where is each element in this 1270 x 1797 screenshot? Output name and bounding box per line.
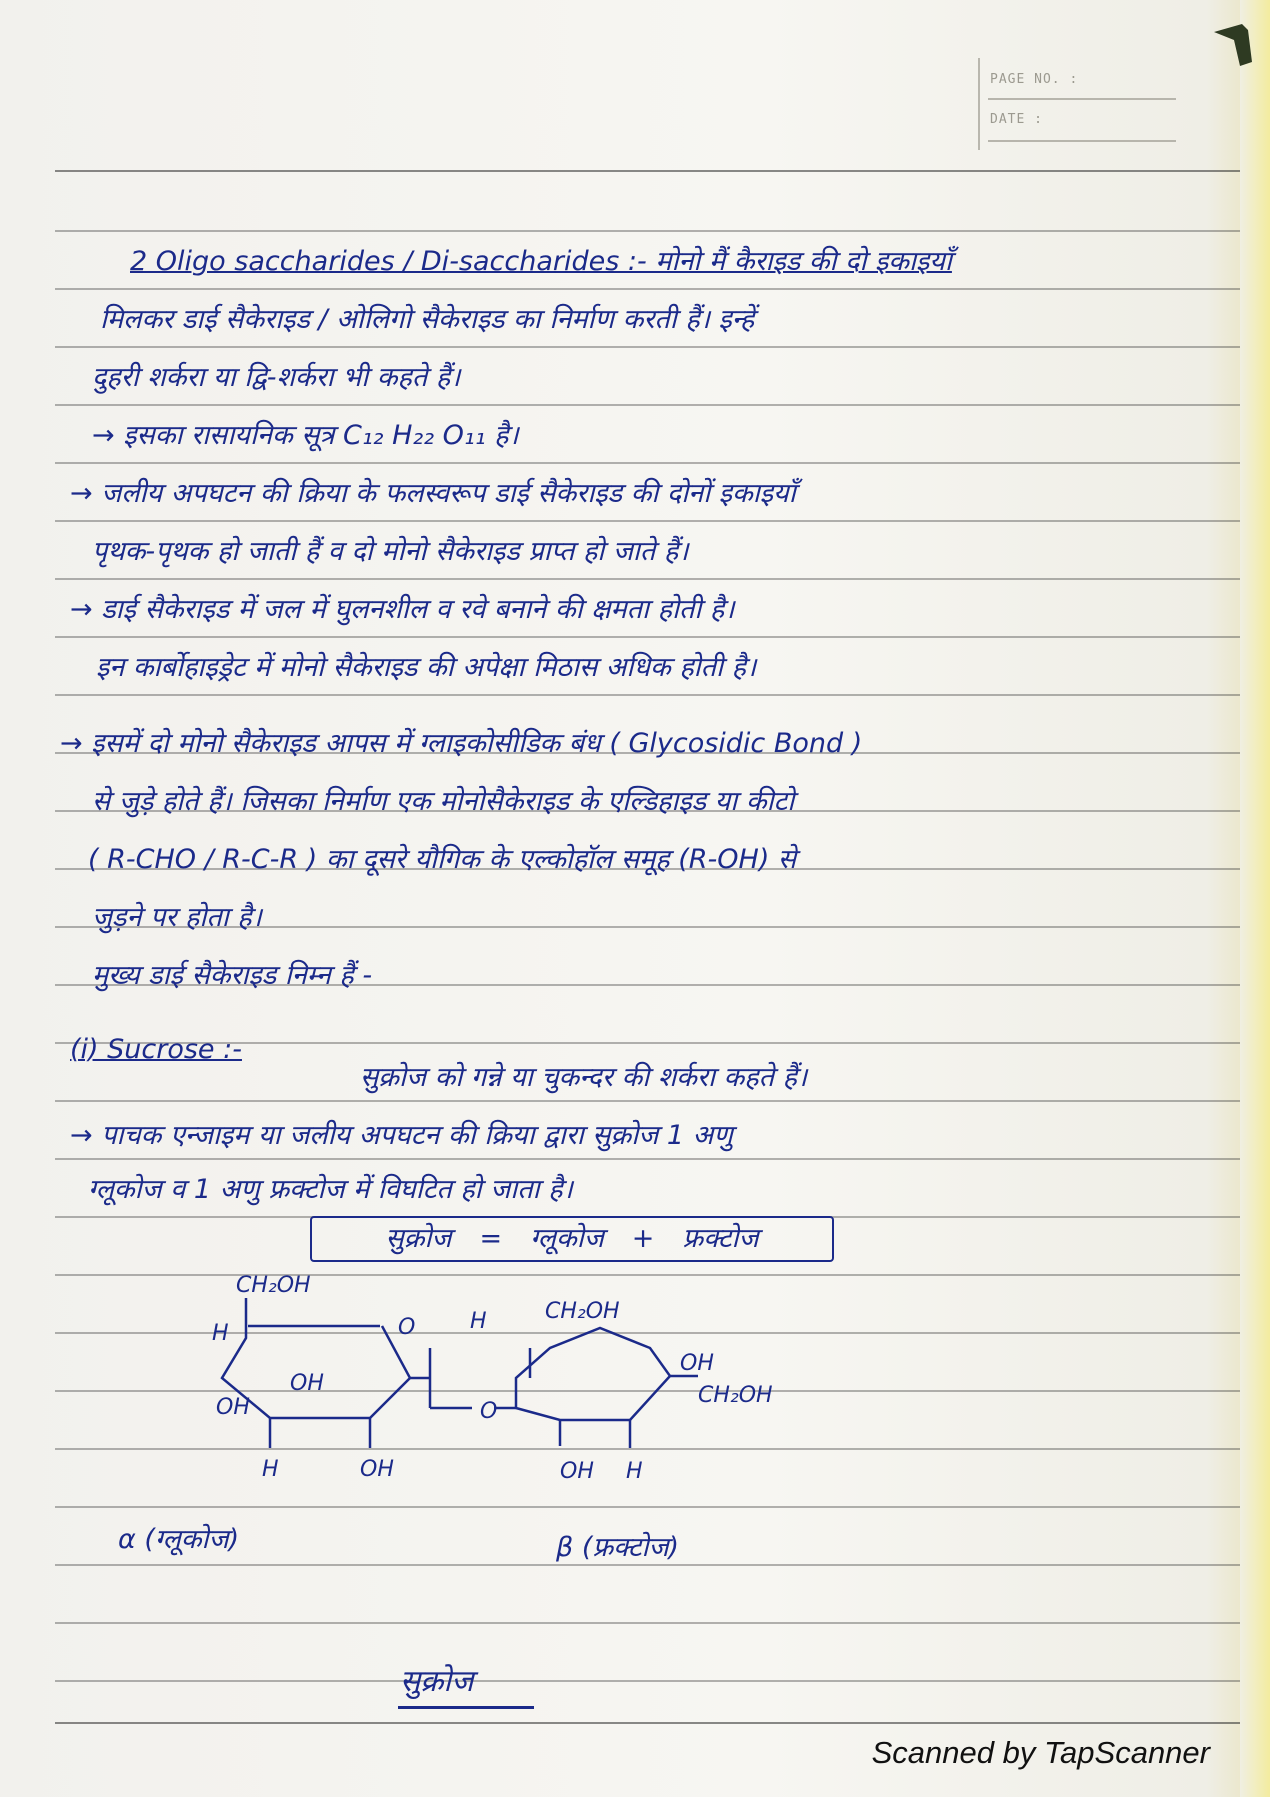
text-line: ( R-CHO / R-C-R ) का दूसरे यौगिक के एल्कोहॉल समूह (R-OH) से — [88, 844, 797, 875]
subheading: मुख्य डाई सैकेराइड निम्न हैं - — [92, 960, 373, 991]
date-label: DATE : — [990, 112, 1043, 127]
equation-equals: = — [479, 1223, 503, 1254]
text-line: ग्लूकोज व 1 अणु फ्रक्टोज में विघटित हो जाता है। — [88, 1174, 573, 1205]
diagram-label: H — [262, 1457, 279, 1482]
equation-box — [310, 1216, 834, 1262]
binder-clip-icon — [1212, 22, 1254, 68]
equation-rhs2: फ्रक्टोज — [682, 1223, 759, 1254]
text-line: जुड़ने पर होता है। — [92, 902, 262, 933]
caption-underline — [398, 1706, 534, 1709]
text-line: दुहरी शर्करा या द्वि-शर्करा भी कहते हैं। — [92, 362, 461, 393]
text-line: सुक्रोज को गन्ने या चुकन्दर की शर्करा कहते हैं। — [360, 1062, 808, 1093]
diagram-label: CH₂OH — [545, 1299, 620, 1324]
diagram-label: CH₂OH — [236, 1273, 311, 1298]
beta-fructose-label: β (फ्रक्टोज) — [556, 1532, 680, 1563]
diagram-label: OH — [360, 1457, 394, 1482]
diagram-label: H — [470, 1309, 487, 1334]
page-number-box — [978, 58, 1176, 150]
section-heading: 2 Oligo saccharides / Di-saccharides :- मोनो मैं कैराइड की दो इकाइयाँ — [130, 246, 952, 277]
diagram-label: OH — [216, 1395, 250, 1420]
diagram-label: OH — [680, 1351, 714, 1376]
diagram-label: OH — [560, 1459, 594, 1484]
diagram-label: OH — [290, 1371, 324, 1396]
diagram-caption: सुक्रोज — [400, 1664, 474, 1699]
text-line: → इसका रासायनिक सूत्र C₁₂ H₂₂ O₁₁ है। — [92, 420, 519, 451]
diagram-label: O — [480, 1399, 498, 1424]
equation-plus: + — [631, 1223, 655, 1254]
text-line: → डाई सैकेराइड में जल में घुलनशील व रवे बनाने की क्षमता होती है। — [70, 594, 735, 625]
page-no-label: PAGE NO. : — [990, 72, 1079, 87]
diagram-label: CH₂OH — [698, 1383, 773, 1408]
sucrose-heading: (i) Sucrose :- — [70, 1034, 242, 1065]
equation-lhs: सुक्रोज — [385, 1223, 452, 1254]
diagram-label: H — [626, 1459, 643, 1484]
text-line: से जुड़े होते हैं। जिसका निर्माण एक मोनोसैकेराइड के एल्डिहाइड या कीटो — [92, 786, 795, 817]
page-edge — [1240, 0, 1270, 1797]
scanner-watermark: Scanned by TapScanner — [871, 1735, 1210, 1770]
text-line: → पाचक एन्जाइम या जलीय अपघटन की क्रिया द्वारा सुक्रोज 1 अणु — [70, 1120, 733, 1151]
text-line: पृथक-पृथक हो जाती हैं व दो मोनो सैकेराइड प्राप्त हो जाते हैं। — [92, 536, 689, 567]
text-line: → इसमें दो मोनो सैकेराइड आपस में ग्लाइकोसीडिक बंध ( Glycosidic Bond ) — [60, 728, 863, 759]
diagram-label: H — [212, 1321, 229, 1346]
equation-rhs1: ग्लूकोज — [530, 1223, 604, 1254]
text-line: मिलकर डाई सैकेराइड / ओलिगो सैकेराइड का निर्माण करती हैं। इन्हें — [100, 304, 755, 335]
diagram-label: O — [398, 1315, 416, 1340]
alpha-glucose-label: α (ग्लूकोज) — [118, 1524, 240, 1555]
text-line: इन कार्बोहाइड्रेट में मोनो सैकेराइड की अपेक्षा मिठास अधिक होती है। — [96, 652, 757, 683]
text-line: → जलीय अपघटन की क्रिया के फलस्वरूप डाई सैकेराइड की दोनों इकाइयाँ — [70, 478, 796, 509]
